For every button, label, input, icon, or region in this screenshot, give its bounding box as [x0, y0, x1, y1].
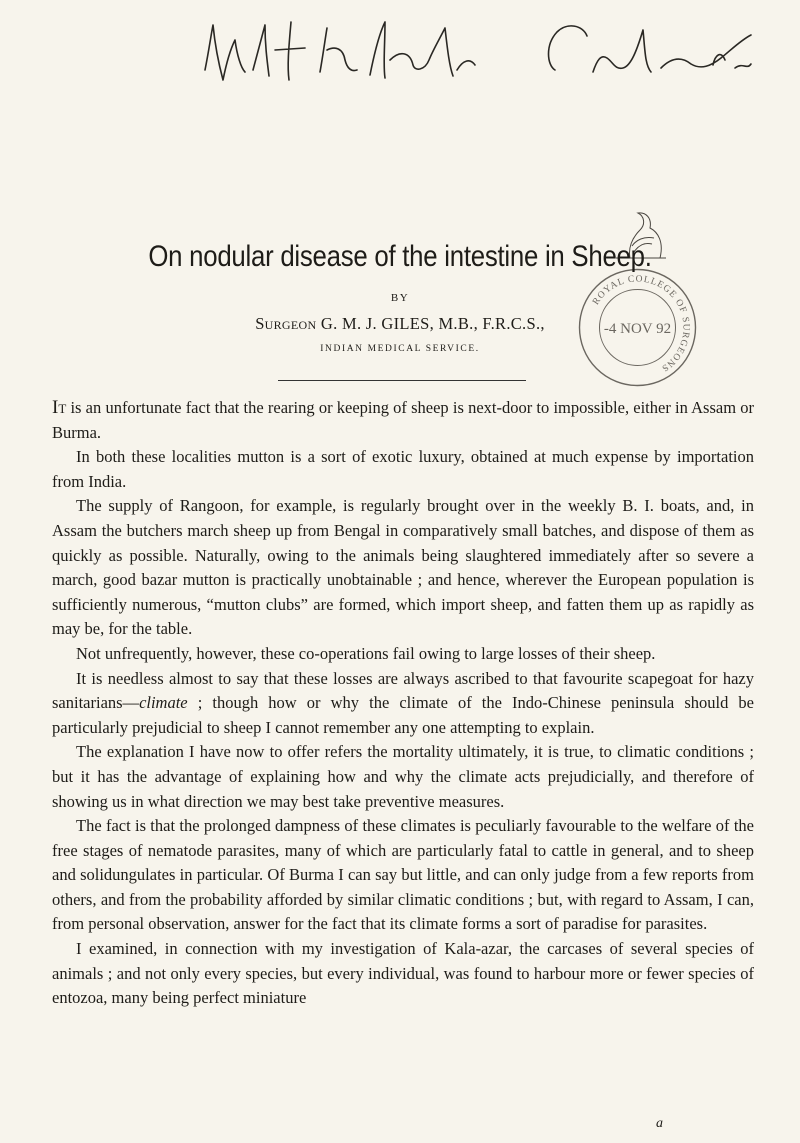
author-affiliation: INDIAN MEDICAL SERVICE.: [320, 344, 480, 354]
author-prefix: Surgeon: [255, 314, 317, 333]
paragraph-4: Not unfrequently, however, these co-operations fail owing to large losses of their sheep.: [76, 643, 656, 663]
paragraph-1: It is an unfortunate fact that the rearing or keeping of sheep is next-door to impossible, either in Assam or Burma.: [52, 397, 754, 442]
author-line: [0, 314, 800, 334]
paragraph-7: The fact is that the prolonged dampness of these climates is peculiarly favourable to the welfare of the free stages of nematode parasites, many of which are particularly fatal to cattle in general, and to sheep and solidungulates in particular. Of Burma I can say but little, and can only judge from a few reports from others, and from the probability afforded by similar climatic conditions ; but, with regard to Assam, I can, from personal observation, answer for the fact that its climate forms a sort of paradise for parasites.: [52, 816, 754, 934]
paragraph-3: The supply of Rangoon, for example, is regularly brought over in the weekly B. I. boats, and, in Assam the butchers march sheep up from Bengal in comparatively small batches, and dispose of them as quickly as possible. Naturally, owing to the animals being slaughtered immediately after so severe a march, good bazar mutton is practically unobtainable ; and hence, wherever the European population is sufficiently numerous, “mutton clubs” are formed, which import sheep, and fatten them up as rapidly as may be, for the table.: [52, 496, 754, 639]
article-header: [0, 240, 800, 354]
author-name: G. M. J. GILES, M.B., F.R.C.S.,: [320, 314, 545, 333]
signature-mark: a: [656, 1116, 663, 1131]
paragraph-5: It is needless almost to say that these losses are always ascribed to that favourite scapegoat for hazy sanitarians—climate ; though how or why the climate of the Indo-Chinese peninsula should be particularly prejudicial to sheep I cannot remember any one attempting to explain.: [52, 668, 754, 737]
emphasis-climate: climate: [139, 693, 188, 713]
paragraph-8: I examined, in connection with my investigation of Kala-azar, the carcases of several species of animals ; and not only every species, but every individual, was found to harbour more or fewer species of entozoa, many being perfect miniature: [52, 939, 754, 1008]
stamp-date: -4 NOV 92: [603, 321, 672, 337]
header-divider: [278, 380, 526, 381]
paragraph-2: In both these localities mutton is a sort of exotic luxury, obtained at much expense by importation from India.: [52, 447, 754, 491]
article-title: On nodular disease of the intestine in Sheep.: [148, 240, 652, 273]
article-body: [52, 396, 754, 1011]
stamp-ring-text: ROYAL COLLEGE OF SURGEONS: [591, 274, 691, 374]
lead-word: It: [52, 397, 67, 418]
paragraph-6: The explanation I have now to offer refers the mortality ultimately, it is true, to climatic conditions ; but it has the advantage of explaining how and why the climate acts prejudicially, and therefore of showing us in what direction we may best take preventive measures.: [52, 742, 754, 811]
handwritten-inscription: [195, 10, 755, 95]
byline: BY: [390, 292, 410, 304]
